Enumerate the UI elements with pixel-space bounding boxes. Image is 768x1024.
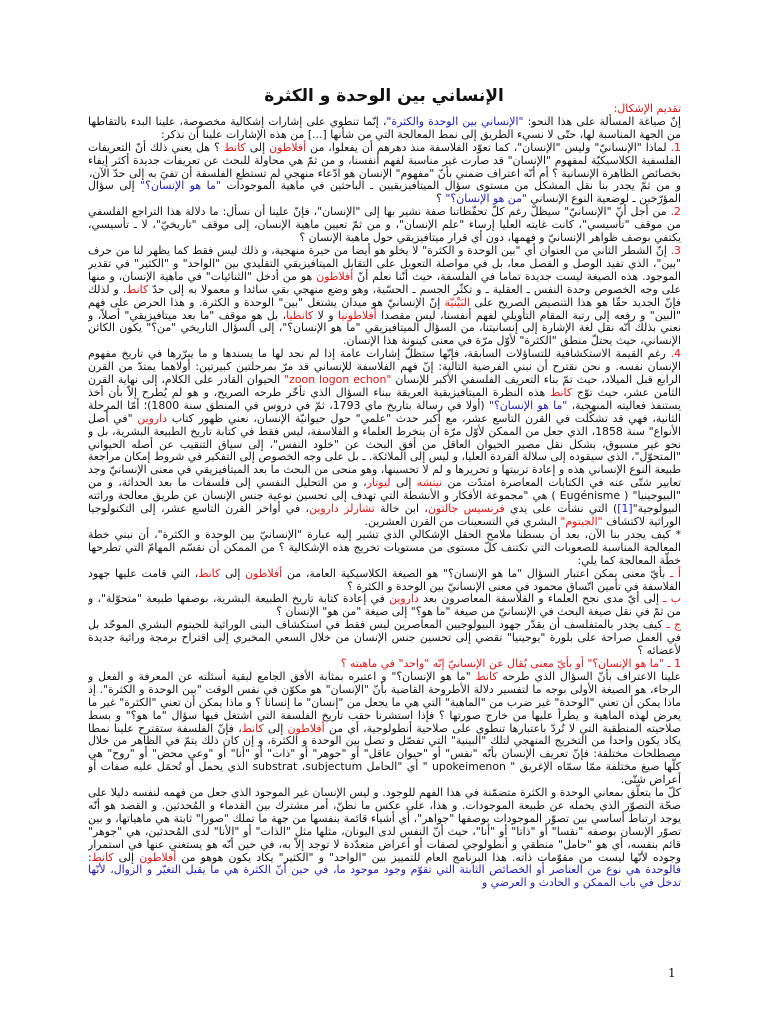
highlighted-text-run: "ما هو الإنسان؟" (489, 398, 568, 412)
text-run: ، فإنّ الفلسفة ستقترح علينا نمطا يكاد يكون واحدا من التخريج المنهجي لتلك "البينية" التي تفصّل و تصل بين الوحدة و الكثرة، و إن كان ذلك يتمّ في الظاهر من خلال مصطلحات مختلفة: فإنّ تعريف الإنسان بأنّه "نفس" أو "حيوان عاقل" أو "جوهر" أو "ذات" أو "أنا" أو "وعي محض" أو "روح" هي كلّها صيغ مختلفة ممّا سمّاه الإغريق " upokeimenon " أي "الحامل substrat ،subjectum الذي يحمل أو تُحمَل عليه صفات أو أعراض شتّى. (88, 721, 681, 787)
text-run: إلى أيّ مدى نجح العلماء و الفلاسفة المعاصرون بعد (418, 592, 660, 606)
text-run: * كيف يجدر بنا الآن، بعد أن بسطنا ملامح الحقل الإشكالي الذي تشير إليه عبارة "الإنسانيّ بين الوحدة و الكثرة"، أن نبني خطة المعالجة المناسبة للصعوبات التي تكتنف كلّ مستوى من مستويات تخريج هذه الإشكالية ؟ من الممكن أن نقسّم المهامّ التي تطرحها خطّة المعالجة كما يلي: (88, 527, 681, 567)
highlighted-text-run: كانطيا (286, 308, 314, 322)
highlighted-text-run: [1] (617, 502, 633, 516)
highlighted-text-run: نيتشه (416, 476, 443, 490)
text-run: إلى (245, 140, 270, 154)
text-run: و لا (313, 308, 339, 322)
text-run: و من ثمّ يجدر بنا نقل المشكل من مستوى سؤال الميتافيزيقيين ـ الباحثين في ماهية الموجودات (220, 179, 681, 193)
text-run: (أولا في رسالة بتاريخ ماي 1793، ثمّ في دروس في المنطق سنة 1800)؛ أمّا المرحلة الثانية، فهي قد تشكّلت في القرن التاسع عشر، مع أكبر حدث "علمي" حول حيوانيّة الإنسان، نعني ظهور كتاب (88, 398, 681, 425)
text-run: . و لذلك فإنّ الجديد حقّا هو هذا التنصيص الصريح على (88, 282, 681, 309)
highlighted-text-run: "الإنساني بين الوحدة والكثرة" (386, 114, 524, 128)
text-run: ، بل هو موقف "ما بعد ميتافيزيقي" أصلاً، و نعني بذلك أنّه نقل لغة الإشارة إلى إنسانيتنا، من السؤال الميتافيزيقي "ما هو الإنسان؟"، إلى السؤال التاريخي "من؟" يكون الكائن الإنساني، حيث يحتلّ منطق "الكثرة" لأوّل مرّة في معنى كينونة هذا الإنسان. (88, 308, 681, 348)
highlighted-text-run: تشارلز داروين (309, 502, 375, 516)
highlighted-text-run: ج ـ (662, 618, 681, 632)
highlighted-text-run: أفلاطون (139, 850, 177, 864)
highlighted-text-run: "الجينوم" (560, 515, 603, 528)
plan-item-a (88, 568, 681, 594)
text-run: رغم القيمة الاستكشافية للتساؤلات السابقة، فإنّها ستظلّ إشارات عامة إذا لم نجد لها ما يسندها و ما يبرّرها في تاريخ مفهوم الإنسان نفسه. و نحن نقترح أن نبني الفرضية التالية: إنّ فهم الفلاسفة للإنساني قد مرّ بمرحلتين كبيرتين: أولاهما يمتدّ من القرن الرابع قبل الميلاد، حيث تمّ بناء التعريف الفلسفي الأكبر للإنسان (88, 347, 681, 387)
plan-item-c (88, 619, 681, 658)
highlighted-text-run: 2. (666, 205, 681, 219)
highlighted-text-run: كانط (198, 566, 221, 580)
highlighted-text-run: كانط (550, 385, 573, 399)
highlighted-text-run: فرنسيس جالتون (427, 502, 505, 516)
highlighted-text-run: كانط (91, 850, 114, 864)
highlighted-text-run: 4. (665, 347, 681, 361)
highlighted-text-run: داروين (137, 411, 168, 425)
text-run: كيف يجدر بالمتفلسف أن يقدّر جهود البيولوجيين المعاصرين ليس فقط في استكشاف البنى الوراثية للجينوم البشري الموحّد بل في العمل صراحة على بلورة "يوجينيا" تقضي إلى تحسين جنس الإنسان من خلال السعي المخبري إلى اقتراح برمجة وراثية جديدة لأعضائه ؟ (88, 618, 681, 658)
highlighted-text-run: "zoon logon echon" (284, 373, 392, 387)
highlighted-text-run: أفلاطون (316, 269, 354, 283)
plan-item-b (88, 593, 681, 619)
text-run: "ما هو الإنسان؟" و اعتبره بمثابة الأفق الجامع لبقية أسئلته عن المعرفة و الفعل و الرجاء، هو الصيغة الأولى بوجه ما لتفسير دلالة الأطروحة القاضية بأنّ "الإنسان" هو مكوّن في نفس الوقت "بين الوحدة و الكثرة". إذ ماذا يمكن أن تعني "الوحدة" غير ضرب من "الماهية" التي هي ما يجعل من "إنسان" ما إنسانا ؟ و ماذا يمكن أن تعني "الكثرة" غير ما يعرض لهذه الماهية و يطرأ عليها من خارج صورتها ؟ فإذا استشرنا حقب تاريخ الفلسفة التي اشتغل فيها سؤال "ما هو؟" و بسط صلاحيته المنطقية التي لا تُردّ باعتبارها تنطوي على صلاحية أنطولوجية، أي من (88, 669, 681, 735)
question-1 (88, 142, 681, 181)
highlighted-text-run: أفلاطونيا (338, 308, 377, 322)
text-run: علينا الاعتراف بأنّ السؤال الذي طرحه (497, 669, 681, 683)
highlighted-text-run: أفلاطون (269, 140, 307, 154)
text-run: إلى (113, 850, 140, 864)
highlighted-text-run: "ما هو الإنسان؟" (140, 179, 221, 193)
question-4 (88, 348, 681, 529)
text-run: إلى (390, 476, 417, 490)
text-run: هذه النظرة الميتافيزيقية العريقة ببناء السؤال الذي تأخّر طرحه الصريح، و هو لم يُطرح إلاّ بأن أخذ يستنفذ فعاليته المنهجية، (88, 385, 681, 412)
text-run: ) التي نشأت على يدي (504, 502, 618, 516)
highlighted-text-run: 1. (666, 140, 681, 154)
highlighted-text-run: داروين (389, 592, 419, 606)
text-run: الحيوان القادر على الكلام، إلى نهاية القرن الثامن عشر، حيث توّج (88, 373, 681, 399)
text-run: البشري في التسعينات من القرن العشرين. (364, 515, 561, 528)
text-run: ، ابن خالة (374, 502, 428, 516)
text-run: إنّ صياغة المسألة على هذا النحو: (523, 114, 681, 128)
highlighted-text-run: كانط (223, 140, 246, 154)
highlighted-text-run: البَيْنيّة (444, 295, 470, 309)
highlighted-text-run: فالوحدة هي نوع من العناصر أو الخصائص الثابتة التي تقوّم وجود موجود ما، في حين أنّ الكثرة هي ما يقبل التغيّر و الزوال، لأنّها تدخل في باب الممكن و الحادث و العرضي و (88, 863, 681, 890)
text-run: "في أصل الأنواع" سنة 1858، الذي جعل من الممكن لأوّل مرّة أن ينخرط العلماء و الفلاسفة، ليس فقط في كتابة تاريخ الطبيعة البشرية، بل و نحو غير مسبوق، بشكل نقل مصير الحيوان العاقل من أفق البحث عن "خلود النفس"، إلى سياق التنقيب عن أصله الحيواني "المتحوّل"، الذي سيقوده إلى سلالة القردة العليا، و ليس إلى الملائكة. ـ بل على وجه الخصوص إلى التفكير في شروط إمكان مراجعة طبيعة النوع الإنساني هذه و إعادة تربيتها و تحريرها و لم لا تحسينها، وهو منحى من البحث ما بعد الميتافيزيقي في معنى الإنسانيّ وجد تعابير شتّى عنه في الكتابات المعاصرة امتدّت من (88, 411, 681, 490)
highlighted-text-run: ب ـ (659, 592, 681, 606)
text-run: لماذا "الإنسانيّ" وليس "الإنسان"، كما تعوّد الفلاسفة منذ دهرهم أن يفعلوا، من (306, 140, 667, 154)
text-run: : (88, 850, 92, 864)
question-3 (88, 245, 681, 348)
text-run: ، إنّما تنطوي على إشارات إشكالية مخصوصة، علينا البدء بالتقاطها من الجهة المناسبة لها، حتّى لا نسيء الطريق إلى نمط المعالجة التي من شأنها [...] من هذه الإشارات علينا أن نذكر: (88, 114, 681, 141)
document-body (88, 103, 681, 951)
highlighted-text-run: "من هو الإنسان؟" (445, 192, 527, 206)
text-run: كلّ ما يتعلّق بمعاني الوحدة و الكثرة متضمّنة في هذا الفهم للوجود. و ليس الإنسان غير الموجود الذي جعل من فهمه لنفسه دليلا على صحّة التصوّر الذي يحمله عن طبيعة الموجودات. و هذا، على عكس ما نظنّ، أمر مشترك بين القدماء و المُحدثين. و القصد هو أنّه يوجد ارتباط أساسي بين تصوّر الموجودات بوصفها "جواهر"، أي أشياء قائمة بنفسها من جهة ما تملك "صورا" ثابتة هي ماهياتها، و بين تصوّر الإنسان بوصفه "نفسا" أو "ذاتا" أو "أنا"، حيث أنّ النفس لدى اليونان، مثلها مثل "الذات" أو "الأنا" لدى المُحدثين، هي "جوهر" قائم بنفسه، أي هو "حامل" منطقي و أنطولوجي لصفات أو أعراض متعدّدة لا توجد إلاّ به، في حين أنّه هو يستغني عنها في استمرار وجوده لأنّها ليست من مقوّمات ذاته. هذا البرنامج العام للتمييز بين "الواحد" و "الكثير" يكاد يكون هوهو من (88, 786, 681, 864)
question-1-continued (88, 180, 681, 206)
highlighted-text-run: أفلاطون (287, 721, 325, 735)
text-run: ، في أواخر القرن التاسع عشر، إلى التكنولوجيا الوراثية لاكتشاف (88, 502, 681, 528)
text-run: إلى سؤال المؤرّخين ـ لوضعية النوع الإنساني (88, 179, 681, 206)
text-run: ، التي قامت عليها جهود الفلاسفة في تأمين اتّساق محمود في معنى الإنسانيّ بين الوحدة و الكثرة ؟ (88, 566, 681, 593)
page-number: 1 (668, 966, 676, 980)
highlighted-text-run: كانط (241, 721, 264, 735)
highlighted-text-run: تقديم الإشكال: (613, 103, 681, 115)
text-run: إلى (220, 566, 246, 580)
text-run: من أجل أنّ "الإنسانيّ" سيظلّ رغم كلّ تحفّظاتنا صفة نشير بها إلى "الإنسان"، فإنّ علينا أن نسأل: ما دلالة هذا التراجع الفلسفي من موقف "تأسيسي"، كانت غايته العليا إرساء "علم الإنسان"، و من ثمّ تعيين ماهية الإنسان، إلى موقف "تاريخيّ"، لا ـ تأسيسي، يكتفي بوصف ظواهر الإنسانيّ و فهمها، دون أي قرار ميتافيزيقي حول ماهية الإنسان ؟ (88, 205, 681, 245)
text-run: ؟ هل يعني ذلك أنّ التعريفات الفلسفية الكلاسيكيّة لمفهوم "الإنسان" قد صارت غير مناسبة لفهم أنفسنا، و من ثمّ هي محاولة للبحث عن تعريفات جديدة أكثر إيفاء بخصائص الظاهرة الإنسانية ؟ أم أنّه اعتراف ضمني بأنّ "مفهوم" الإنسان هو ادّعاء منهجي لم تستطع الفلسفة أن تفيَ به إلى حدّ الآن، (88, 140, 681, 180)
section-1-paragraph-2 (88, 787, 681, 890)
highlighted-text-run: 1 ـ "ما هو الإنسان؟" أو بأيّ معنى يُقال عن الإنسانيّ إنّه "واحد" في ماهيته ؟ (340, 656, 681, 670)
text-run: إنّ الإنسانيّ هو ميدان يشتغل "بين" الوحدة و الكثرة. و هذا الحرص على فهم "البين" و رفعه إلى رتبة المقام التأويلي لفهم أنفسنا، ليس مقصدا (88, 295, 681, 322)
highlighted-text-run: كانط (475, 669, 498, 683)
text-run: إنّ الشطر الثاني من العنوان أي "بين الوحدة و الكثرة" لا يخلو هو أيضا من حيرة منهجية، و ذلك ليس فقط كما يظهر لنا من حرف "بين"، الذي تفيد الوصل و الفصل معا، بل في مواصلة التعويل على التقابل الميتافيزيقي التقليدي بين "الواحد" و "الكثير" في تقدير الموجود. هذه الصيغة ليست جديدة تماما في الفلسفة، حيث أنّنا نعلم أنّ (88, 243, 681, 283)
intro-paragraph (88, 116, 681, 142)
text-run: إلى (263, 721, 288, 735)
page-title: الإنساني بين الوحدة و الكثرة (264, 86, 504, 106)
text-run: ؟ (436, 192, 446, 206)
highlighted-text-run: كانط (126, 282, 149, 296)
highlighted-text-run: ليوتار (366, 476, 391, 490)
highlighted-text-run: أ ـ (665, 566, 681, 580)
highlighted-text-run: 3. (666, 243, 681, 257)
section-1-paragraph-1 (88, 671, 681, 787)
text-run: هو من أدخل "الثنائيات" في ماهية الإنسان، و منها على وجه الخصوص وحدة النفس ـ العقلية ـ و تكثّر الجسم ـ الحسّية، وهو وضع منهجي بقي سائدا و معمولا به إلى حدّ (88, 269, 681, 296)
text-run: ، و من التحليل النفسي إلى فلسفات ما بعد الحداثة، و من "البيوجينيا" ( Eugénisme ) هي "مجموعة الأفكار و الأنشطة التي تهدف إلى تحسين نوعية جنس الإنسان عن طريق معالجة وراثته البيولوجية" (88, 476, 681, 516)
question-2 (88, 206, 681, 245)
text-run: في إعادة كتابة تاريخ الطبيعة البشرية، بوصفها طبيعة "متحوّلة"، و من ثمّ في نقل صيغة البحث في الإنسانيّ من صيغة "ما هو؟" إلى صيغة "من هو" الإنسان ؟ (88, 592, 681, 619)
treatment-plan (88, 529, 681, 568)
highlighted-text-run: أفلاطون (245, 566, 283, 580)
text-run: بأيّ معنى يمكن اعتبار السؤال "ما هو الإنسان؟" هو الصيغة الكلاسيكية العامة، من (282, 566, 666, 580)
